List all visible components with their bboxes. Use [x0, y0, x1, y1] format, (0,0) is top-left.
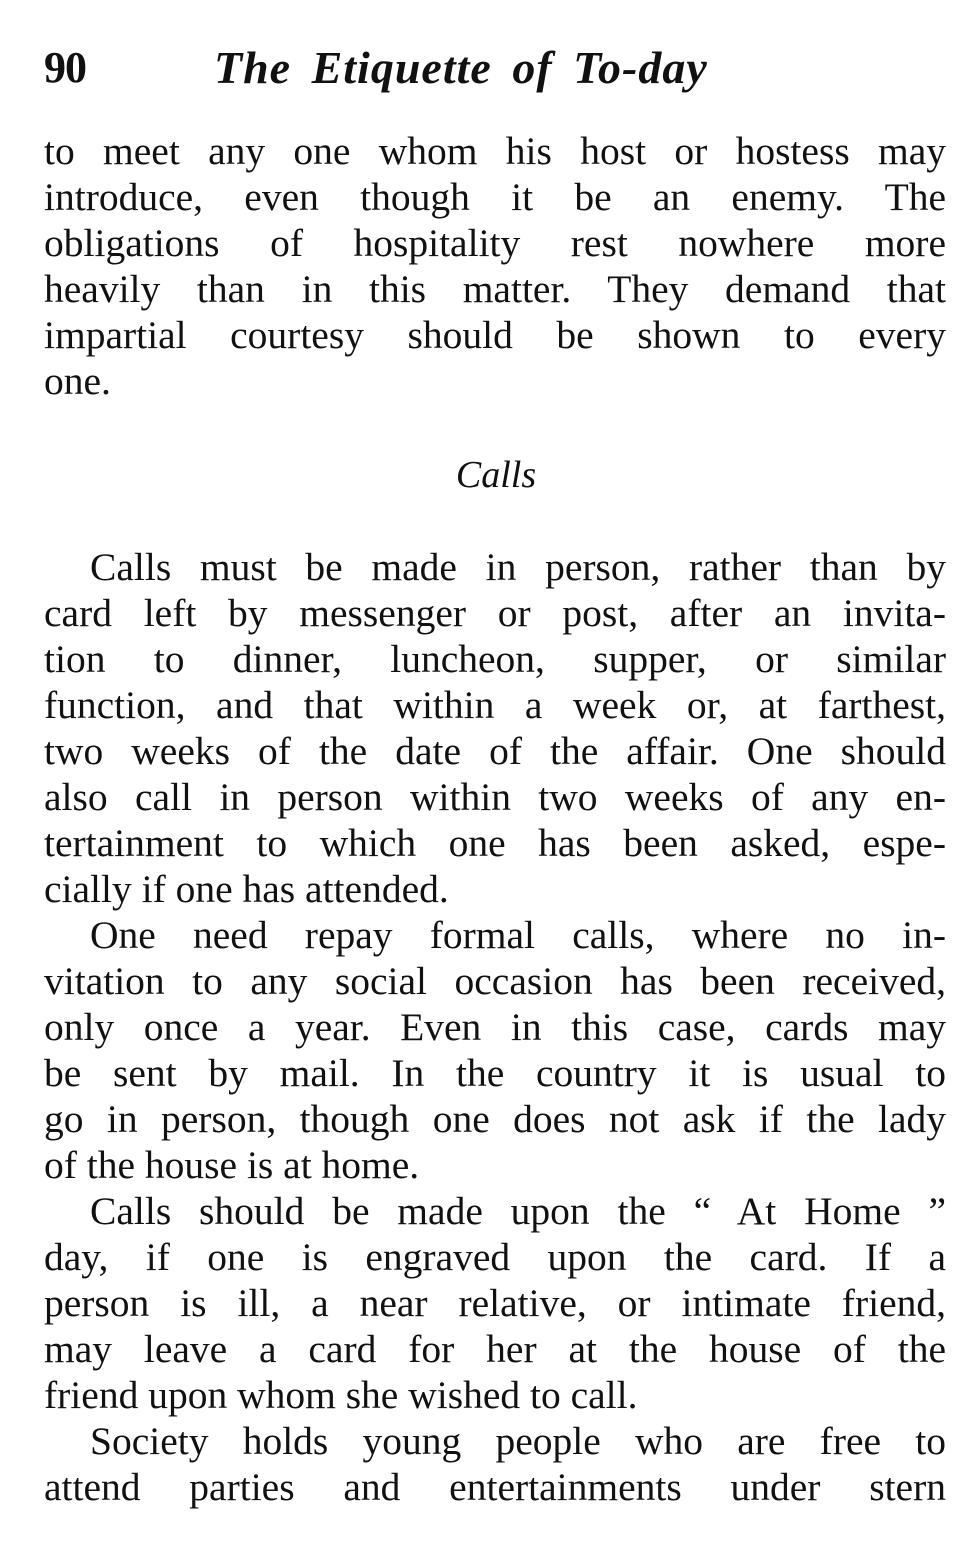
text-line: introduce, even though it be an enemy. The: [44, 175, 946, 219]
text-line: also call in person within two weeks of any en-: [44, 775, 946, 819]
text-line: one.: [44, 359, 111, 403]
text-line: function, and that within a week or, at farthest,: [44, 683, 946, 727]
text-line: to meet any one whom his host or hostess may: [44, 129, 946, 173]
text-line: tertainment to which one has been asked, espe-: [44, 821, 946, 865]
text-line: two weeks of the date of the affair. One should: [44, 729, 946, 773]
text-line: One need repay formal calls, where no in-: [90, 913, 946, 957]
book-title: The Etiquette of To-day: [214, 42, 708, 93]
text-line: Calls must be made in person, rather than by: [90, 545, 946, 589]
text-line: may leave a card for her at the house of the: [44, 1327, 946, 1371]
text-line: obligations of hospitality rest nowhere more: [44, 221, 946, 265]
text-line: vitation to any social occasion has been received,: [44, 959, 946, 1003]
text-line: go in person, though one does not ask if the lady: [44, 1097, 946, 1141]
text-line: heavily than in this matter. They demand that: [44, 267, 946, 311]
text-line: Calls should be made upon the “ At Home ”: [90, 1189, 946, 1233]
text-line: of the house is at home.: [44, 1143, 420, 1187]
text-line: Society holds young people who are free to: [90, 1419, 946, 1463]
page-number: 90: [44, 43, 86, 92]
text-line: only once a year. Even in this case, cards may: [44, 1005, 946, 1049]
text-line: person is ill, a near relative, or intimate friend,: [44, 1281, 946, 1325]
running-head: [44, 38, 944, 98]
text-line: tion to dinner, luncheon, supper, or similar: [44, 637, 946, 681]
text-line: be sent by mail. In the country it is usual to: [44, 1051, 946, 1095]
text-line: impartial courtesy should be shown to every: [44, 313, 946, 357]
text-line: friend upon whom she wished to call.: [44, 1373, 638, 1417]
text-line: attend parties and entertainments under stern: [44, 1465, 946, 1509]
text-line: cially if one has attended.: [44, 867, 449, 911]
text-line: day, if one is engraved upon the card. If a: [44, 1235, 946, 1279]
text-line: card left by messenger or post, after an invita-: [44, 591, 946, 635]
section-heading: Calls: [455, 454, 537, 496]
